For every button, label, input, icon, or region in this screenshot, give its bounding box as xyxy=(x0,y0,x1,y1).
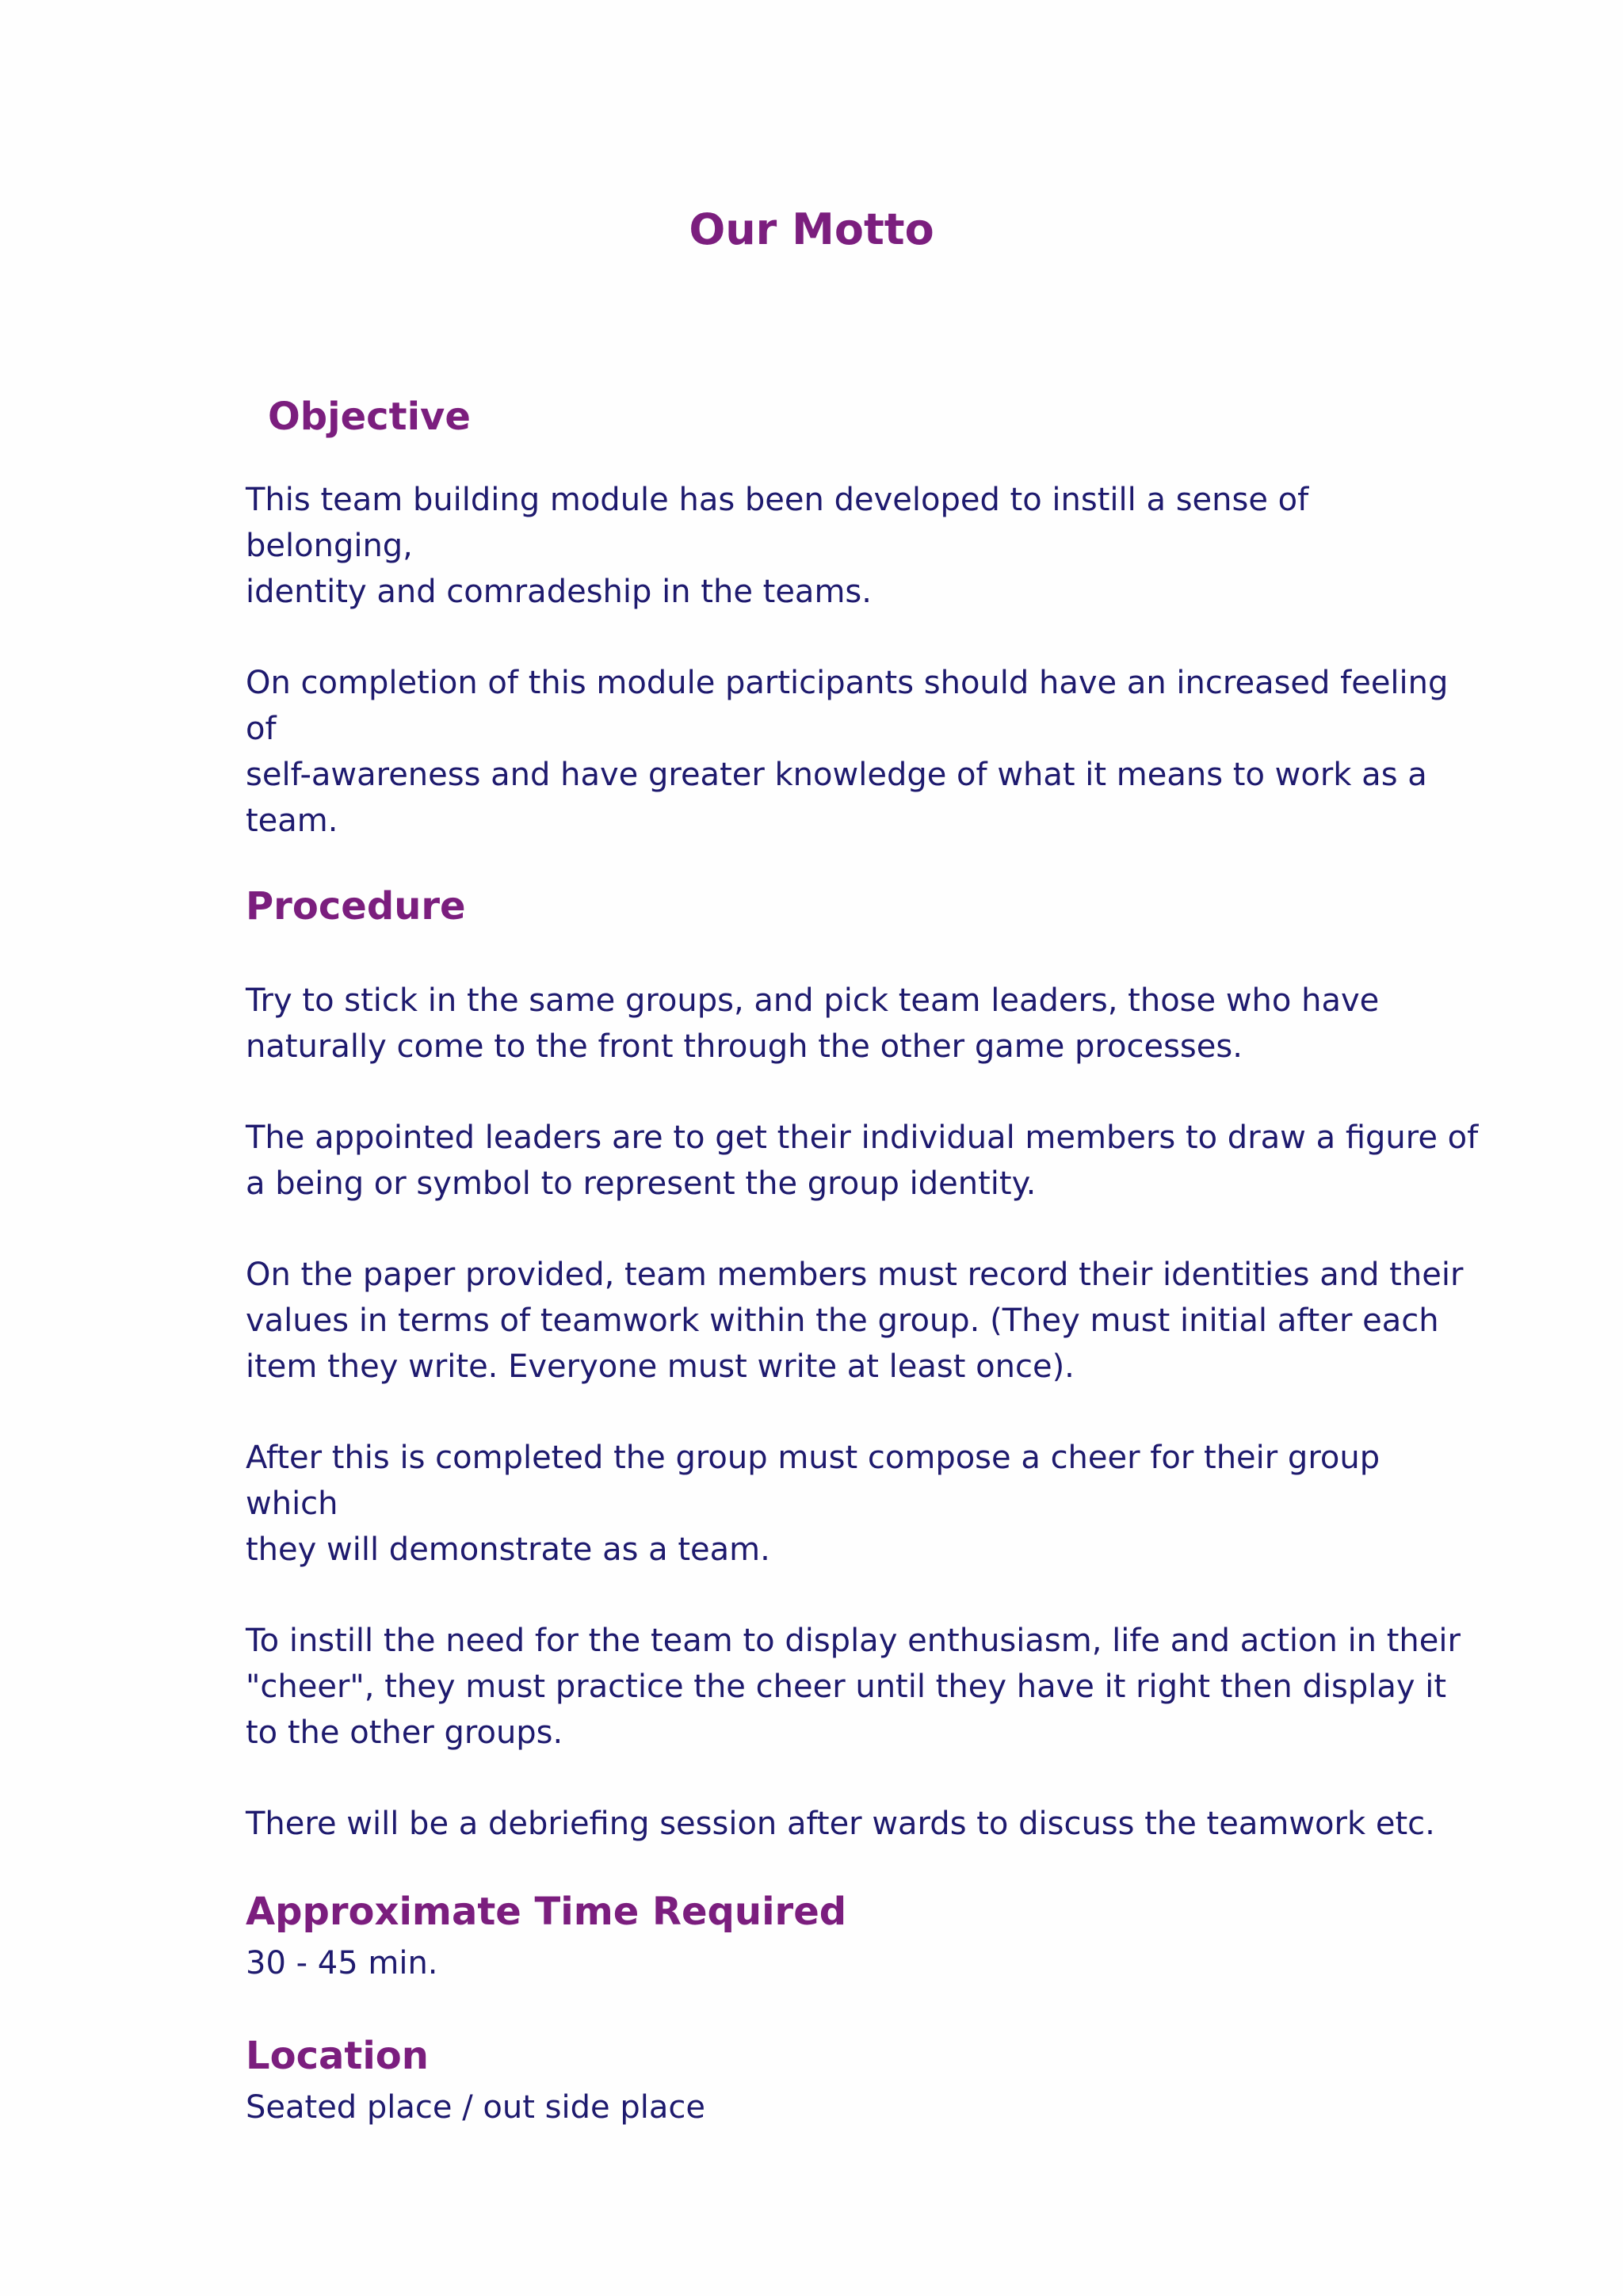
procedure-paragraph-5: To instill the need for the team to display enthusiasm, life and action in their "cheer", they must practice the cheer until they have it right then display it to the other groups. xyxy=(246,1623,1461,1751)
objective-heading: Objective xyxy=(268,395,471,439)
procedure-paragraph-2: The appointed leaders are to get their individual members to draw a figure of a being or symbol to represent the group identity. xyxy=(246,1119,1479,1202)
procedure-heading: Procedure xyxy=(246,884,466,929)
procedure-paragraph-3: On the paper provided, team members must record their identities and their values in terms of teamwork within the group. (They must initial after each item they write. Everyone must write at least once). xyxy=(246,1257,1464,1385)
objective-paragraph-2: On completion of this module participants should have an increased feeling of self-awareness and have greater knowledge of what it means to work as a team. xyxy=(246,665,1449,839)
procedure-paragraph-1: Try to stick in the same groups, and pick team leaders, those who have naturally come to the front through the other game processes. xyxy=(246,982,1380,1065)
time-heading: Approximate Time Required xyxy=(246,1890,847,1934)
time-value: 30 - 45 min. xyxy=(246,1945,438,1981)
procedure-paragraph-6: There will be a debriefing session after wards to discuss the teamwork etc. xyxy=(246,1806,1435,1842)
location-heading: Location xyxy=(246,2034,429,2078)
procedure-paragraph-4: After this is completed the group must compose a cheer for their group which they will demonstrate as a team. xyxy=(246,1440,1381,1568)
page-title: Our Motto xyxy=(689,204,934,254)
document-content xyxy=(246,388,1482,2130)
location-value: Seated place / out side place xyxy=(246,2089,705,2126)
objective-paragraph-1: This team building module has been developed to instill a sense of belonging, identity and comradeship in the teams. xyxy=(246,482,1309,610)
